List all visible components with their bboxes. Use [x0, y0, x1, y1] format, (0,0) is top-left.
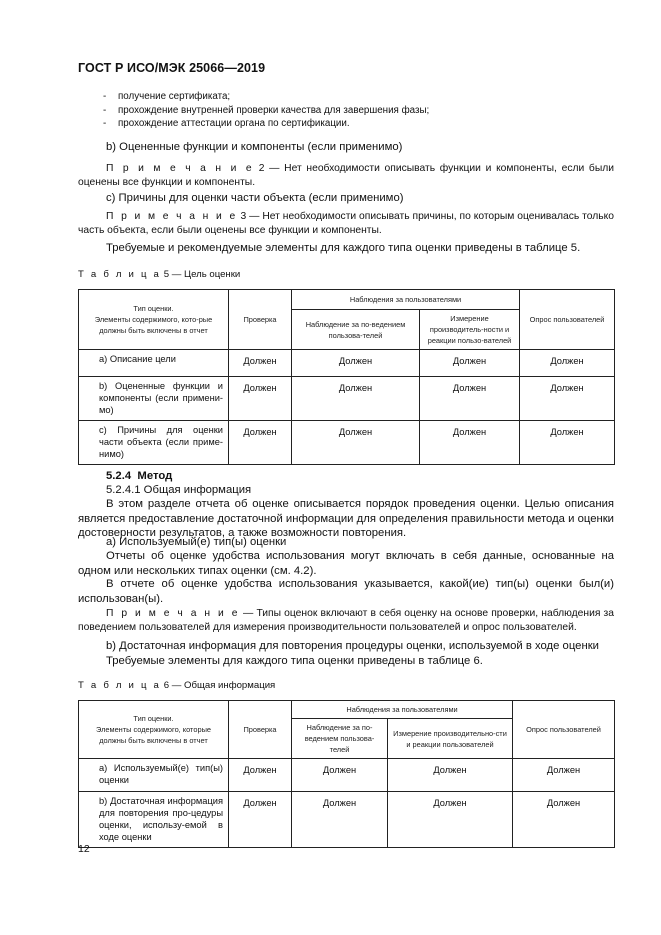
note-label: П р и м е ч а н и е [106, 608, 240, 619]
cell-performance: Должен [420, 421, 520, 465]
header-elements-label: Элементы содержимого, кото-рые должны быть включены в отчет [94, 315, 213, 335]
header-observation-behavior: Наблюдение за по-ведением пользова-телей [292, 719, 388, 759]
cell-performance: Должен [388, 759, 513, 792]
cell-check: Должен [229, 759, 292, 792]
table6-intro: Требуемые элементы для каждого типа оценки приведены в таблице 6. [106, 655, 483, 667]
header-elements-label: Элементы содержимого, которые должны быть включены в отчет [96, 725, 211, 745]
cell-performance: Должен [420, 350, 520, 377]
header-performance-measure: Измерение производитель-ности и реакции пользо-вателей [420, 310, 520, 350]
document-header: ГОСТ Р ИСО/МЭК 25066—2019 [78, 61, 266, 75]
header-observations: Наблюдения за пользователями [292, 290, 520, 310]
cell-check: Должен [229, 421, 292, 465]
item-c-heading: c) Причины для оценки части объекта (если применимо) [106, 192, 404, 204]
cell-survey: Должен [513, 792, 615, 848]
note-3 [78, 210, 614, 237]
cell-survey: Должен [520, 350, 615, 377]
section-title: Метод [137, 470, 173, 482]
cell-check: Должен [229, 377, 292, 421]
header-survey: Опрос пользователей [513, 701, 615, 759]
cell-performance: Должен [420, 377, 520, 421]
table-5 [78, 289, 615, 465]
purpose-bullet-list [103, 90, 429, 131]
header-elements [79, 290, 229, 350]
indicate-paragraph: В отчете об оценке удобства использования указывается, какой(ие) тип(ы) оценки был(и) использован(ы). [78, 578, 614, 605]
table-row [79, 350, 615, 377]
list-item: - прохождение аттестации органа по сертификации. [103, 117, 429, 131]
caption-label: Т а б л и ц а [78, 269, 162, 280]
cell-behavior: Должен [292, 759, 388, 792]
cell-check: Должен [229, 350, 292, 377]
table5-intro: Требуемые и рекомендуемые элементы для каждого типа оценки приведены в таблице 5. [106, 242, 581, 254]
header-type-label: Тип оценки. [133, 714, 174, 723]
row-label: b) Оцененные функции и компоненты (если примени-мо) [79, 377, 229, 421]
row-label: a) Используемый(е) тип(ы) оценки [79, 759, 229, 792]
table6-caption [78, 680, 275, 691]
page-number: 12 [78, 843, 90, 855]
row-label: a) Описание цели [79, 350, 229, 377]
cell-behavior: Должен [292, 350, 420, 377]
header-elements [79, 701, 229, 759]
section-5-2-4-heading [106, 469, 172, 484]
row-label: b) Достаточная информация для повторения про-цедуры оценки, использу-емой в ходе оценки [79, 792, 229, 848]
method-paragraph: В этом разделе отчета об оценке описывается порядок проведения оценки. Целью описания является предоставление достаточной информации для определения правильности метода и оценки достоверности результатов, а также возможности повторения. [78, 498, 614, 539]
header-observation-behavior: Наблюдение за по-ведением пользова-телей [292, 310, 420, 350]
item-b-heading: b) Оцененные функции и компоненты (если применимо) [106, 141, 403, 153]
header-survey: Опрос пользователей [520, 290, 615, 350]
cell-behavior: Должен [292, 421, 420, 465]
header-check: Проверка [229, 290, 292, 350]
list-item: - получение сертификата; [103, 90, 429, 104]
table-6 [78, 700, 615, 848]
section-5-2-4-1-heading: 5.2.4.1 Общая информация [106, 484, 252, 496]
table5-caption [78, 269, 240, 280]
list-item: - прохождение внутренней проверки качества для завершения фазы; [103, 104, 429, 118]
note-text: 3 — Нет необходимости описывать причины, по которым оценивалась только часть объекта, если были оценены все функции и компоненты. [78, 211, 614, 236]
cell-behavior: Должен [292, 792, 388, 848]
section-number: 5.2.4 [106, 470, 132, 482]
note-4 [78, 607, 614, 634]
caption-text: 5 — Цель оценки [161, 269, 241, 280]
reports-paragraph: Отчеты об оценке удобства использования могут включать в себя данные, основанные на одном или нескольких типах оценки (см. 4.2). [78, 550, 614, 577]
header-check: Проверка [229, 701, 292, 759]
cell-survey: Должен [513, 759, 615, 792]
header-type-label: Тип оценки. [133, 304, 174, 313]
caption-text: 6 — Общая информация [161, 680, 276, 691]
cell-check: Должен [229, 792, 292, 848]
table-row [79, 792, 615, 848]
caption-label: Т а б л и ц а [78, 680, 162, 691]
note-label: П р и м е ч а н и е [106, 211, 238, 222]
header-observations: Наблюдения за пользователями [292, 701, 513, 719]
cell-survey: Должен [520, 377, 615, 421]
note-text: — Типы оценок включают в себя оценку на основе проверки, наблюдения за поведением пользователей для измерения производительности пользователей и опрос пользователей. [78, 608, 615, 633]
cell-survey: Должен [520, 421, 615, 465]
header-performance-measure: Измерение производительно-сти и реакции пользователей [388, 719, 513, 759]
cell-behavior: Должен [292, 377, 420, 421]
row-label: c) Причины для оценки части объекта (если приме-нимо) [79, 421, 229, 465]
note-text: 2 — Нет необходимости описывать функции и компоненты, если были оценены все функции и компоненты. [78, 163, 614, 188]
table-row [79, 421, 615, 465]
note-2 [78, 162, 614, 189]
cell-performance: Должен [388, 792, 513, 848]
note-label: П р и м е ч а н и е [106, 163, 254, 174]
item-b2-heading: b) Достаточная информация для повторения процедуры оценки, используемой в ходе оценки [106, 640, 599, 652]
table-row [79, 377, 615, 421]
table-row [79, 759, 615, 792]
item-a2-heading: a) Используемый(е) тип(ы) оценки [106, 536, 287, 548]
